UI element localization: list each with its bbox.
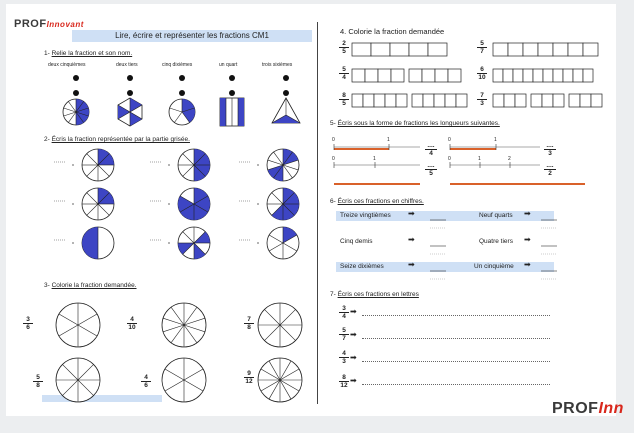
ex6-item-3: Quatre tiers [479,238,513,245]
ex4-frac-5: 7 3 [476,92,488,107]
ex7-answer-line [362,360,550,362]
ex3-header: 3- Colorie la fraction demandée. [44,282,137,289]
ex1-name-3: un quart [219,62,238,68]
arrow-icon: ➡ [350,376,357,385]
ex6-item-4: Seize dixièmes [340,263,384,270]
page-title: Lire, écrire et représenter les fractions CM1 [72,30,312,42]
ex3-frac-2: 7 8 [243,316,255,331]
ex7-answer-line [362,337,550,339]
ex6-item-0: Treize vingtièmes [340,212,391,219]
arrow-icon: ➡ [350,307,357,316]
ex5-tick-3: 1 [494,137,497,143]
ex3-frac-0: 3 6 [22,316,34,331]
ex7-answer-line [362,383,550,385]
ex5-tick-4: 0 [332,156,335,162]
arrow-icon: ➡ [350,330,357,339]
ex5-tick-5: 1 [373,156,376,162]
ex3-frac-4: 4 6 [140,374,152,389]
ex1-name-2: cinq dixièmes [162,62,193,68]
logo-small: PROFInnovant [14,18,84,30]
ex2-header: 2- Écris la fraction représentée par la partie grisée. [44,136,190,143]
ex3-frac-5: 9 12 [245,370,253,385]
ex7-answer-line [362,314,550,316]
ex4-header: 4. Colorie la fraction demandée [340,27,445,36]
ex5-tick-8: 2 [508,156,511,162]
ex5-answer-1: .... 3 [543,142,557,157]
ex3-frac-1: 4 10 [128,316,136,331]
ex6-header: 6- Écris ces fractions en chiffres. [330,198,424,205]
logo-large: PROFInn [552,400,624,417]
ex6-item-1: Neuf quarts [479,212,513,219]
ex6-item-2: Cinq demis [340,238,373,245]
ex7-frac-0: 3 4 [338,305,350,320]
ex7-header: 7- Écris ces fractions en lettres [330,291,419,298]
ex4-frac-1: 5 7 [476,40,488,55]
arrow-icon: ➡ [524,235,531,244]
ex6-item-5: Un cinquième [474,263,514,270]
arrow-icon: ➡ [350,353,357,362]
arrow-icon: ➡ [408,209,415,218]
ex5-tick-0: 0 [332,137,335,143]
arrow-icon: ➡ [524,209,531,218]
ex7-frac-3: 8 12 [340,374,348,389]
ex4-frac-3: 6 10 [478,66,486,81]
ex5-tick-2: 0 [448,137,451,143]
ex1-header: 1- Relie la fraction et son nom. [44,50,133,57]
ex1-name-4: trois sixièmes [262,62,293,68]
ex5-tick-1: 1 [387,137,390,143]
ex4-frac-4: 8 5 [338,92,350,107]
ex5-tick-7: 1 [478,156,481,162]
ex5-answer-3: .... 2 [543,162,557,177]
ex1-name-1: deux tiers [116,62,138,68]
arrow-icon: ➡ [524,260,531,269]
ex7-frac-1: 5 7 [338,327,350,342]
ex4-frac-2: 5 4 [338,66,350,81]
ex3-frac-3: 5 8 [32,374,44,389]
ex5-answer-0: .... 4 [424,142,438,157]
ex5-answer-2: .... 5 [424,162,438,177]
ex5-header: 5- Écris sous la forme de fractions les longueurs suivantes. [330,120,500,127]
ex7-frac-2: 4 3 [338,350,350,365]
arrow-icon: ➡ [408,260,415,269]
arrow-icon: ➡ [408,235,415,244]
ex1-name-0: deux cinquièmes [48,62,86,68]
ex5-tick-6: 0 [448,156,451,162]
ex4-frac-0: 2 5 [338,40,350,55]
